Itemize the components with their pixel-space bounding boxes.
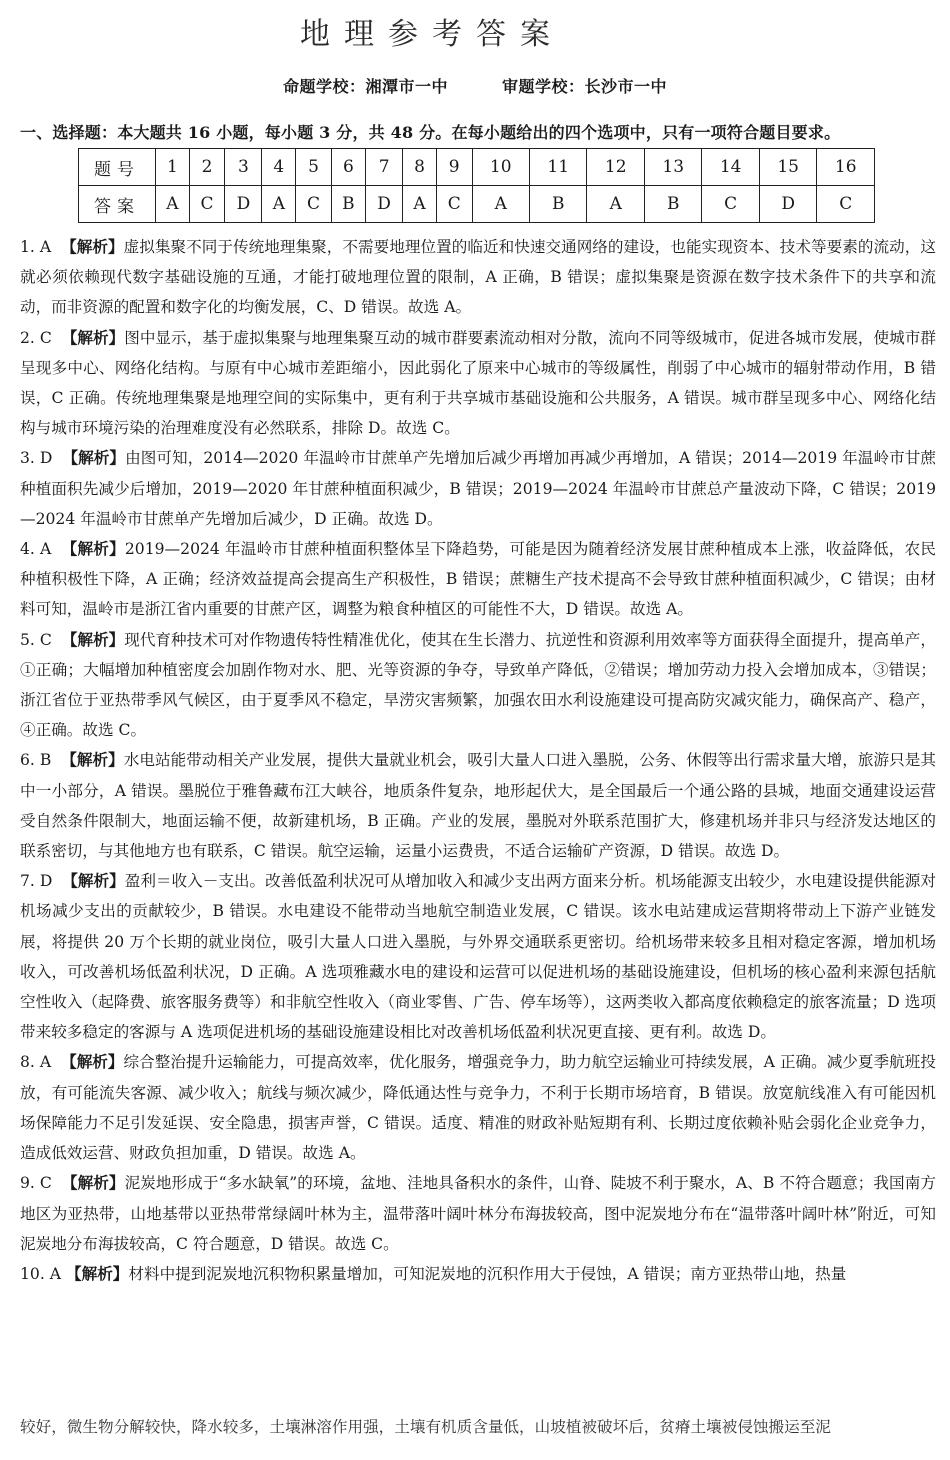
question-number: 16	[817, 149, 875, 186]
analysis-tag: 【解析】	[66, 1264, 129, 1283]
question-number: 6	[331, 149, 365, 186]
compose-school: 命题学校：湘潭市一中	[282, 77, 448, 96]
cutoff-line: 较好，微生物分解较快，降水较多，土壤淋溶作用强，土壤有机质含量低，山坡植被破坏后，贫瘠土壤被侵蚀搬运至泥	[20, 1418, 831, 1436]
answer-cell: C	[817, 186, 875, 223]
analysis-item-6	[20, 745, 936, 866]
row-label-number: 题号	[79, 149, 156, 186]
section-heading: 一、选择题：本大题共 16 小题，每小题 3 分，共 48 分。在每小题给出的四个选项中，只有一项符合题目要求。	[20, 123, 841, 142]
question-number: 10	[472, 149, 529, 186]
answer-cell: A	[403, 186, 437, 223]
question-number: 2	[189, 149, 225, 186]
answer-cell: C	[702, 186, 759, 223]
item-text: 泥炭地形成于“多水缺氧”的环境，盆地、洼地具备积水的条件，山脊、陡坡不利于聚水，A、B 不符合题意；我国南方地区为亚热带，山地基带以亚热带常绿阔叶林为主，温带落叶阔叶林分布海拔较高，图中泥炭地分布在“温带落叶阔叶林”附近，可知泥炭地分布海拔较高，C 符合题意，D 错误。故选 C。	[20, 1174, 936, 1253]
item-number: 6. B	[20, 751, 52, 770]
answer-cell: D	[225, 186, 262, 223]
answer-cell: B	[331, 186, 365, 223]
answer-cell: C	[296, 186, 332, 223]
item-text: 现代育种技术可对作物遗传特性精准优化，使其在生长潜力、抗逆性和资源利用效率等方面获得全面提升，提高单产，①正确；大幅增加种植密度会加剧作物对水、肥、光等资源的争夺，导致单产降低，②错误；增加劳动力投入会增加成本，③错误；浙江省位于亚热带季风气候区，由于夏季风不稳定，旱涝灾害频繁，加强农田水利设施建设可提高防灾减灾能力，确保高产、稳产，④正确。故选 C。	[20, 630, 936, 740]
question-number: 4	[262, 149, 296, 186]
analysis-item-1	[20, 232, 936, 323]
item-number: 1. A	[20, 238, 52, 256]
answer-cell: A	[262, 186, 296, 223]
answer-table-answer-row	[79, 186, 875, 223]
item-number: 8. A	[20, 1053, 52, 1072]
question-number: 12	[587, 149, 644, 186]
answer-cell: B	[529, 186, 586, 223]
analysis-item-8	[20, 1047, 936, 1168]
analysis-item-5	[20, 625, 936, 746]
item-number: 7. D	[20, 872, 53, 891]
item-number: 4. A	[20, 540, 52, 559]
analysis-item-9	[20, 1168, 936, 1259]
answer-cell: C	[189, 186, 225, 223]
item-text: 盈利＝收入－支出。改善低盈利状况可从增加收入和减少支出两方面来分析。机场能源支出较少，水电建设提供能源对机场减少支出的贡献较少，B 错误。水电建设不能带动当地航空制造业发展，C 错误。该水电站建成运营期将带动上下游产业链发展，将提供 20 万个长期的就业岗位，吸引大量人口进入墨脱，与外界交通联系更密切。给机场带来较多且相对稳定客源，增加机场收入，可改善机场低盈利状况，D 正确。A 选项雅藏水电的建设和运营可以促进机场的基础设施建设，但机场的核心盈利来源包括航空性收入（起降费、旅客服务费等）和非航空性收入（商业零售、广告、停车场等），这两类收入都高度依赖稳定的旅客流量；D 选项带来较多稳定的客源与 A 选项促进机场的基础设施建设相比对改善机场低盈利状况更直接、更有利。故选 D。	[20, 872, 936, 1042]
item-text: 由图可知，2014—2020 年温岭市甘蔗单产先增加后减少再增加再减少再增加，A 错误；2014—2019 年温岭市甘蔗种植面积先减少后增加，2019—2020 年甘蔗种植面积减少，B 错误；2019—2024 年温岭市甘蔗总产量波动下降，C 错误；2019—2024 年温岭市甘蔗单产先增加后减少，D 正确。故选 D。	[20, 449, 937, 528]
answer-cell: D	[366, 186, 403, 223]
question-number: 5	[296, 149, 332, 186]
item-text: 材料中提到泥炭地沉积物积累量增加，可知泥炭地的沉积作用大于侵蚀，A 错误；南方亚热带山地，热量	[128, 1264, 847, 1283]
question-number: 15	[759, 149, 816, 186]
answer-table-number-row	[79, 149, 875, 186]
answer-cell: D	[759, 186, 816, 223]
answer-cell: B	[644, 186, 701, 223]
school-credits	[0, 74, 950, 97]
question-number: 14	[702, 149, 759, 186]
question-number: 9	[436, 149, 472, 186]
item-number: 3. D	[20, 449, 53, 468]
document-title-fragment: 地理参考答案	[300, 17, 564, 52]
analysis-item-7	[20, 866, 936, 1047]
answer-cell: A	[156, 186, 190, 223]
item-number: 9. C	[20, 1174, 52, 1193]
item-text: 2019—2024 年温岭市甘蔗种植面积整体呈下降趋势，可能是因为随着经济发展甘蔗种植成本上涨，收益降低，农民种植积极性下降，A 正确；经济效益提高会提高生产积极性，B 错误；蔗糖生产技术提高不会导致甘蔗种植面积减少，C 错误；由材料可知，温岭市是浙江省内重要的甘蔗产区，调整为粮食种植区的可能性不大，D 错误。故选 A。	[20, 540, 936, 619]
answer-table	[78, 148, 875, 223]
analysis-tag: 【解析】	[61, 751, 124, 770]
item-text: 水电站能带动相关产业发展，提供大量就业机会，吸引大量人口进入墨脱，公务、休假等出行需求量大增，旅游只是其中一小部分，A 错误。墨脱位于雅鲁藏布江大峡谷，地质条件复杂，地形起伏大，是全国最后一个通公路的县城，地面交通建设运营受自然条件限制大，地面运输不便，故新建机场，B 正确。产业的发展，墨脱对外联系范围扩大，修建机场并非只与经济发达地区的联系密切，与其他地方也有联系，C 错误。航空运输，运量小运费贵，不适合运输矿产资源，D 错误。故选 D。	[20, 751, 936, 861]
analysis-item-3	[20, 443, 936, 534]
item-number: 5. C	[20, 630, 52, 649]
item-number: 10. A	[20, 1264, 62, 1283]
analysis-tag: 【解析】	[61, 1174, 125, 1193]
answer-cell: C	[436, 186, 472, 223]
analysis-tag: 【解析】	[61, 238, 124, 256]
item-text: 虚拟集聚不同于传统地理集聚，不需要地理位置的临近和快速交通网络的建设，也能实现资本、技术等要素的流动，这就必须依赖现代数字基础设施的互通，才能打破地理位置的限制，A 正确，B 错误；虚拟集聚是资源在数字技术条件下的共享和流动，而非资源的配置和数字化的均衡发展，C、D 错误。故选 A。	[20, 238, 936, 317]
analysis-tag: 【解析】	[62, 872, 125, 891]
answer-cell: A	[587, 186, 644, 223]
question-number: 11	[529, 149, 586, 186]
item-text: 综合整治提升运输能力，可提高效率，优化服务，增强竞争力，助力航空运输业可持续发展，A 正确。减少夏季航班投放，有可能流失客源、减少收入；航线与频次减少，降低通达性与竞争力，不利于长期市场培育，B 错误。放宽航线准入有可能因机场保障能力不足引发延误、安全隐患，损害声誉，C 错误。适度、精准的财政补贴短期有利、长期过度依赖补贴会弱化企业竞争力，造成低效运营、财政负担加重，D 错误。故选 A。	[20, 1053, 936, 1163]
review-school: 审题学校：长沙市一中	[502, 77, 668, 96]
analysis-tag: 【解析】	[61, 328, 125, 347]
question-number: 7	[366, 149, 403, 186]
question-number: 1	[156, 149, 190, 186]
analysis-tag: 【解析】	[61, 540, 125, 559]
question-number: 3	[225, 149, 262, 186]
analysis-item-10	[20, 1259, 936, 1289]
item-text: 图中显示，基于虚拟集聚与地理集聚互动的城市群要素流动相对分散，流向不同等级城市，促进各城市发展，使城市群呈现多中心、网络化结构。与原有中心城市差距缩小，因此弱化了原来中心城市的等级属性，削弱了中心城市的辐射带动作用，B 错误，C 正确。传统地理集聚是地理空间的实际集中，更有利于共享城市基础设施和公共服务，A 错误。城市群呈现多中心、网络化结构与城市环境污染的治理难度没有必然联系，排除 D。故选 C。	[20, 328, 936, 438]
analysis-tag: 【解析】	[61, 1053, 124, 1072]
item-number: 2. C	[20, 328, 52, 347]
analysis-list	[20, 232, 936, 1289]
row-label-answer: 答案	[79, 186, 156, 223]
question-number: 13	[644, 149, 701, 186]
analysis-tag: 【解析】	[61, 630, 125, 649]
analysis-item-4	[20, 534, 936, 625]
answer-cell: A	[472, 186, 529, 223]
question-number: 8	[403, 149, 437, 186]
analysis-item-2	[20, 323, 936, 444]
analysis-tag: 【解析】	[62, 449, 126, 468]
